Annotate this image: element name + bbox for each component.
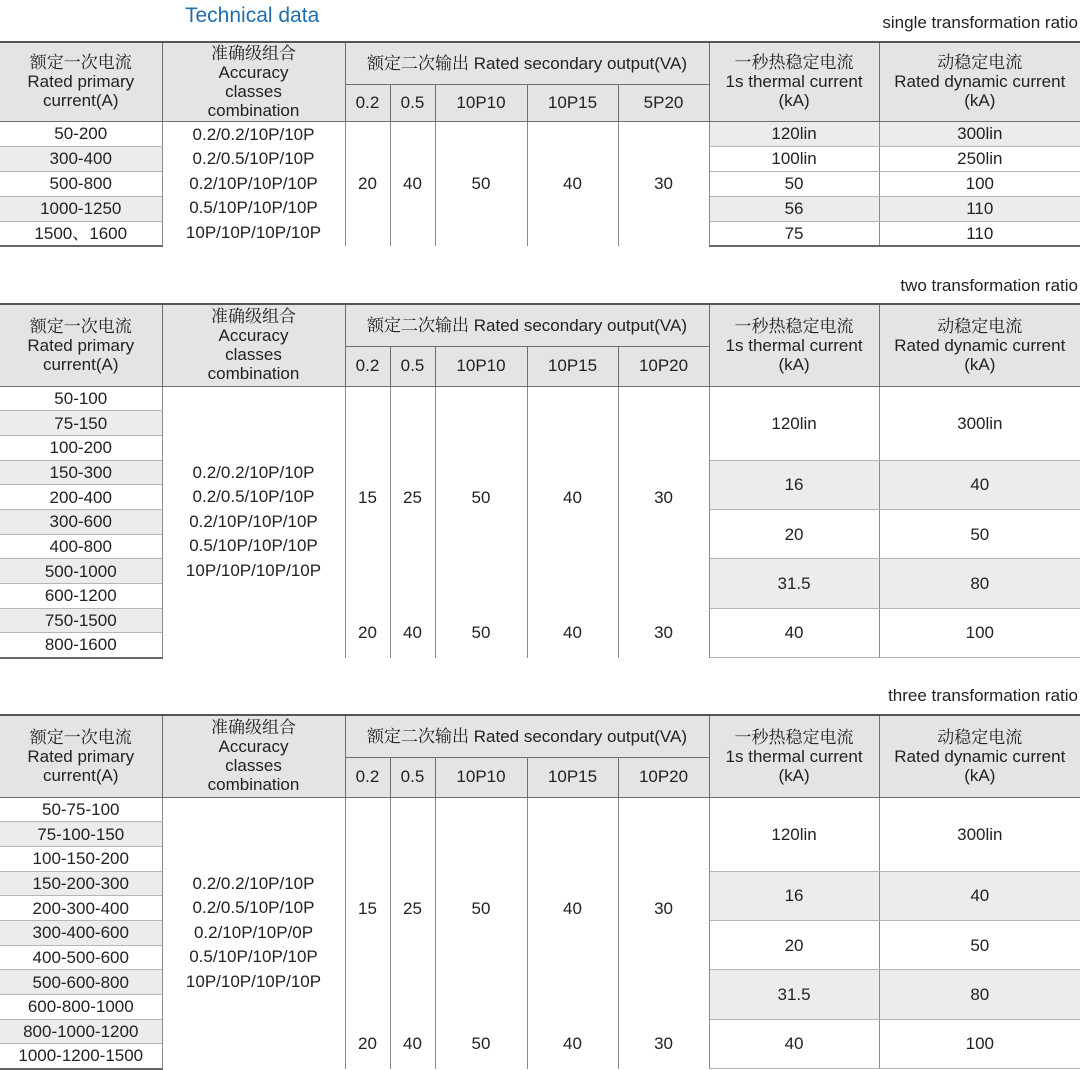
thermal-current-cell: 31.5	[709, 970, 879, 1019]
rated-current-cell: 150-300	[0, 460, 162, 485]
output-class-header: 0.2	[345, 84, 390, 121]
rated-current-cell: 75-100-150	[0, 822, 162, 847]
header-row	[0, 304, 1080, 346]
table-caption: single transformation ratio	[882, 13, 1078, 32]
rated-primary-header	[0, 715, 162, 797]
rated-primary-header	[0, 42, 162, 121]
thermal-current-cell: 20	[709, 920, 879, 969]
output-value-cell: 40	[527, 797, 618, 1019]
rated-current-cell: 1000-1200-1500	[0, 1044, 162, 1069]
accuracy-header-line: 准确级组合	[211, 307, 296, 327]
rated-current-cell: 500-800	[0, 171, 162, 196]
accuracy-line: 0.5/10P/10P/10P	[189, 198, 318, 217]
rated-current-cell: 400-800	[0, 534, 162, 559]
dynamic-header-line: Rated dynamic current	[894, 72, 1066, 92]
spec-table	[0, 303, 1080, 659]
dynamic-current-cell: 100	[879, 1019, 1080, 1068]
accuracy-header	[162, 304, 345, 386]
thermal-header-line: 1s thermal current	[725, 746, 863, 766]
dynamic-header-line: Rated dynamic current	[894, 746, 1066, 766]
rated-current-cell: 400-500-600	[0, 945, 162, 970]
thermal-current-cell: 120lin	[709, 121, 879, 146]
dynamic-header-line: 动稳定电流	[937, 727, 1023, 747]
output-class-header: 0.5	[390, 757, 435, 797]
accuracy-cell	[162, 386, 345, 658]
accuracy-header-line: combination	[207, 775, 300, 795]
accuracy-header-line: Accuracy	[218, 326, 289, 346]
output-value-cell: 40	[527, 121, 618, 246]
rated-current-cell: 50-100	[0, 386, 162, 411]
rated-primary-header	[0, 304, 162, 386]
output-value-cell: 40	[390, 1019, 435, 1068]
header-row	[0, 715, 1080, 757]
output-class-header: 0.2	[345, 757, 390, 797]
secondary-output-header: 额定二次输出 Rated secondary output(VA)	[345, 42, 709, 84]
dynamic-header	[879, 42, 1080, 121]
rated-primary-header-line: current(A)	[42, 765, 119, 785]
rated-current-cell: 50-75-100	[0, 797, 162, 822]
accuracy-cell	[162, 121, 345, 246]
output-value-cell: 40	[390, 121, 435, 246]
thermal-current-cell: 75	[709, 221, 879, 246]
accuracy-line: 0.2/10P/10P/0P	[193, 922, 314, 942]
rated-current-cell: 150-200-300	[0, 871, 162, 896]
accuracy-header	[162, 42, 345, 121]
accuracy-line: 0.5/10P/10P/10P	[189, 536, 318, 556]
thermal-current-cell: 100lin	[709, 146, 879, 171]
dynamic-current-cell: 80	[879, 970, 1080, 1019]
dynamic-current-cell: 110	[879, 196, 1080, 221]
output-class-header: 0.2	[345, 346, 390, 386]
table-row	[0, 121, 1080, 146]
accuracy-header-line: classes	[225, 81, 282, 101]
rated-current-cell: 1000-1250	[0, 196, 162, 221]
thermal-header	[709, 715, 879, 797]
thermal-current-cell: 40	[709, 608, 879, 657]
output-value-cell: 15	[345, 386, 390, 608]
output-value-cell: 30	[618, 1019, 709, 1068]
thermal-current-cell: 120lin	[709, 386, 879, 460]
rated-current-cell: 750-1500	[0, 608, 162, 633]
thermal-header-line: 一秒热稳定电流	[734, 316, 854, 336]
accuracy-line: 0.5/10P/10P/10P	[189, 947, 318, 967]
thermal-current-cell: 120lin	[709, 797, 879, 871]
dynamic-current-cell: 40	[879, 460, 1080, 509]
output-class-header: 5P20	[618, 84, 709, 121]
output-value-cell: 40	[527, 1019, 618, 1068]
output-class-header: 10P10	[435, 757, 527, 797]
spec-table	[0, 41, 1080, 247]
rated-current-cell: 800-1600	[0, 633, 162, 658]
accuracy-header-line: Accuracy	[218, 737, 289, 757]
dynamic-header-line: (kA)	[964, 765, 996, 785]
thermal-current-cell: 56	[709, 196, 879, 221]
accuracy-line: 10P/10P/10P/10P	[185, 971, 322, 991]
thermal-header-line: 1s thermal current	[725, 72, 863, 92]
output-value-cell: 20	[345, 608, 390, 657]
output-value-cell: 50	[435, 121, 527, 246]
rated-primary-header-line: Rated primary	[27, 335, 135, 355]
table-row	[0, 797, 1080, 822]
thermal-current-cell: 31.5	[709, 559, 879, 608]
rated-current-cell: 200-300-400	[0, 896, 162, 921]
dynamic-current-cell: 100	[879, 608, 1080, 657]
output-value-cell: 50	[435, 1019, 527, 1068]
thermal-header-line: (kA)	[778, 91, 810, 111]
output-value-cell: 40	[527, 608, 618, 657]
rated-current-cell: 500-1000	[0, 559, 162, 584]
rated-current-cell: 300-400	[0, 146, 162, 171]
rated-current-cell: 600-800-1000	[0, 995, 162, 1020]
accuracy-line: 10P/10P/10P/10P	[185, 222, 322, 242]
thermal-header-line: 一秒热稳定电流	[734, 727, 854, 747]
rated-current-cell: 50-200	[0, 121, 162, 146]
accuracy-header-line: 准确级组合	[211, 718, 296, 738]
rated-primary-header-line: Rated primary	[27, 72, 135, 92]
output-class-header: 10P20	[618, 757, 709, 797]
output-value-cell: 30	[618, 386, 709, 608]
accuracy-line: 0.2/0.5/10P/10P	[192, 149, 315, 168]
dynamic-current-cell: 300lin	[879, 121, 1080, 146]
output-value-cell: 25	[390, 386, 435, 608]
output-class-header: 10P15	[527, 346, 618, 386]
rated-current-cell: 75-150	[0, 411, 162, 436]
dynamic-header	[879, 715, 1080, 797]
rated-current-cell: 500-600-800	[0, 970, 162, 995]
output-value-cell: 15	[345, 797, 390, 1019]
accuracy-line: 10P/10P/10P/10P	[185, 560, 322, 580]
thermal-header	[709, 42, 879, 121]
output-value-cell: 40	[390, 608, 435, 657]
thermal-header-line: 一秒热稳定电流	[734, 53, 854, 73]
rated-current-cell: 300-600	[0, 509, 162, 534]
dynamic-current-cell: 300lin	[879, 797, 1080, 871]
accuracy-header-line: combination	[207, 100, 300, 120]
dynamic-current-cell: 100	[879, 171, 1080, 196]
thermal-header-line: (kA)	[778, 354, 810, 374]
rated-primary-header-line: current(A)	[42, 354, 119, 374]
dynamic-header	[879, 304, 1080, 386]
thermal-current-cell: 50	[709, 171, 879, 196]
thermal-current-cell: 20	[709, 509, 879, 558]
secondary-output-header: 额定二次输出 Rated secondary output(VA)	[345, 304, 709, 346]
dynamic-header-line: 动稳定电流	[937, 53, 1023, 73]
dynamic-current-cell: 250lin	[879, 146, 1080, 171]
output-class-header: 10P10	[435, 84, 527, 121]
accuracy-line: 0.2/0.2/10P/10P	[192, 124, 315, 144]
rated-current-cell: 1500、1600	[0, 221, 162, 246]
accuracy-line: 0.2/0.5/10P/10P	[192, 487, 315, 507]
table-caption: three transformation ratio	[888, 686, 1078, 705]
thermal-current-cell: 16	[709, 460, 879, 509]
accuracy-header-line: classes	[225, 756, 282, 776]
thermal-current-cell: 16	[709, 871, 879, 920]
thermal-header-line: (kA)	[778, 765, 810, 785]
accuracy-header-line: classes	[225, 345, 282, 365]
output-class-header: 0.5	[390, 84, 435, 121]
output-value-cell: 50	[435, 608, 527, 657]
dynamic-header-line: (kA)	[964, 354, 996, 374]
thermal-header	[709, 304, 879, 386]
output-value-cell: 40	[527, 386, 618, 608]
output-value-cell: 50	[435, 797, 527, 1019]
output-class-header: 10P20	[618, 346, 709, 386]
rated-primary-header-line: 额定一次电流	[29, 727, 132, 747]
accuracy-header-line: Accuracy	[218, 62, 289, 82]
accuracy-header-line: 准确级组合	[211, 43, 296, 63]
accuracy-line: 0.2/0.5/10P/10P	[192, 898, 315, 918]
rated-current-cell: 800-1000-1200	[0, 1019, 162, 1044]
output-class-header: 0.5	[390, 346, 435, 386]
dynamic-current-cell: 50	[879, 920, 1080, 969]
output-value-cell: 25	[390, 797, 435, 1019]
dynamic-current-cell: 50	[879, 509, 1080, 558]
output-value-cell: 30	[618, 797, 709, 1019]
output-class-header: 10P10	[435, 346, 527, 386]
dynamic-header-line: Rated dynamic current	[894, 335, 1066, 355]
accuracy-cell	[162, 797, 345, 1069]
thermal-current-cell: 40	[709, 1019, 879, 1068]
dynamic-header-line: (kA)	[964, 91, 996, 111]
rated-primary-header-line: current(A)	[42, 91, 119, 111]
output-value-cell: 30	[618, 608, 709, 657]
output-class-header: 10P15	[527, 84, 618, 121]
rated-primary-header-line: 额定一次电流	[29, 53, 132, 73]
output-value-cell: 50	[435, 386, 527, 608]
rated-current-cell: 200-400	[0, 485, 162, 510]
spec-table	[0, 714, 1080, 1070]
rated-current-cell: 100-150-200	[0, 846, 162, 871]
output-value-cell: 20	[345, 121, 390, 246]
thermal-header-line: 1s thermal current	[725, 335, 863, 355]
rated-current-cell: 100-200	[0, 435, 162, 460]
dynamic-current-cell: 40	[879, 871, 1080, 920]
rated-primary-header-line: 额定一次电流	[29, 316, 132, 336]
dynamic-current-cell: 110	[879, 221, 1080, 246]
rated-primary-header-line: Rated primary	[27, 746, 135, 766]
accuracy-line: 0.2/0.2/10P/10P	[192, 873, 315, 893]
table-row	[0, 386, 1080, 411]
accuracy-line: 0.2/10P/10P/10P	[189, 511, 318, 531]
dynamic-current-cell: 300lin	[879, 386, 1080, 460]
output-value-cell: 30	[618, 121, 709, 246]
accuracy-line: 0.2/0.2/10P/10P	[192, 462, 315, 482]
output-value-cell: 20	[345, 1019, 390, 1068]
output-class-header: 10P15	[527, 757, 618, 797]
rated-current-cell: 600-1200	[0, 584, 162, 609]
dynamic-header-line: 动稳定电流	[937, 316, 1023, 336]
table-caption: two transformation ratio	[900, 276, 1078, 295]
secondary-output-header: 额定二次输出 Rated secondary output(VA)	[345, 715, 709, 757]
rated-current-cell: 300-400-600	[0, 920, 162, 945]
dynamic-current-cell: 80	[879, 559, 1080, 608]
header-row	[0, 42, 1080, 84]
page-title: Technical data	[185, 4, 320, 27]
accuracy-header	[162, 715, 345, 797]
accuracy-header-line: combination	[207, 364, 300, 384]
accuracy-line: 0.2/10P/10P/10P	[189, 173, 318, 193]
